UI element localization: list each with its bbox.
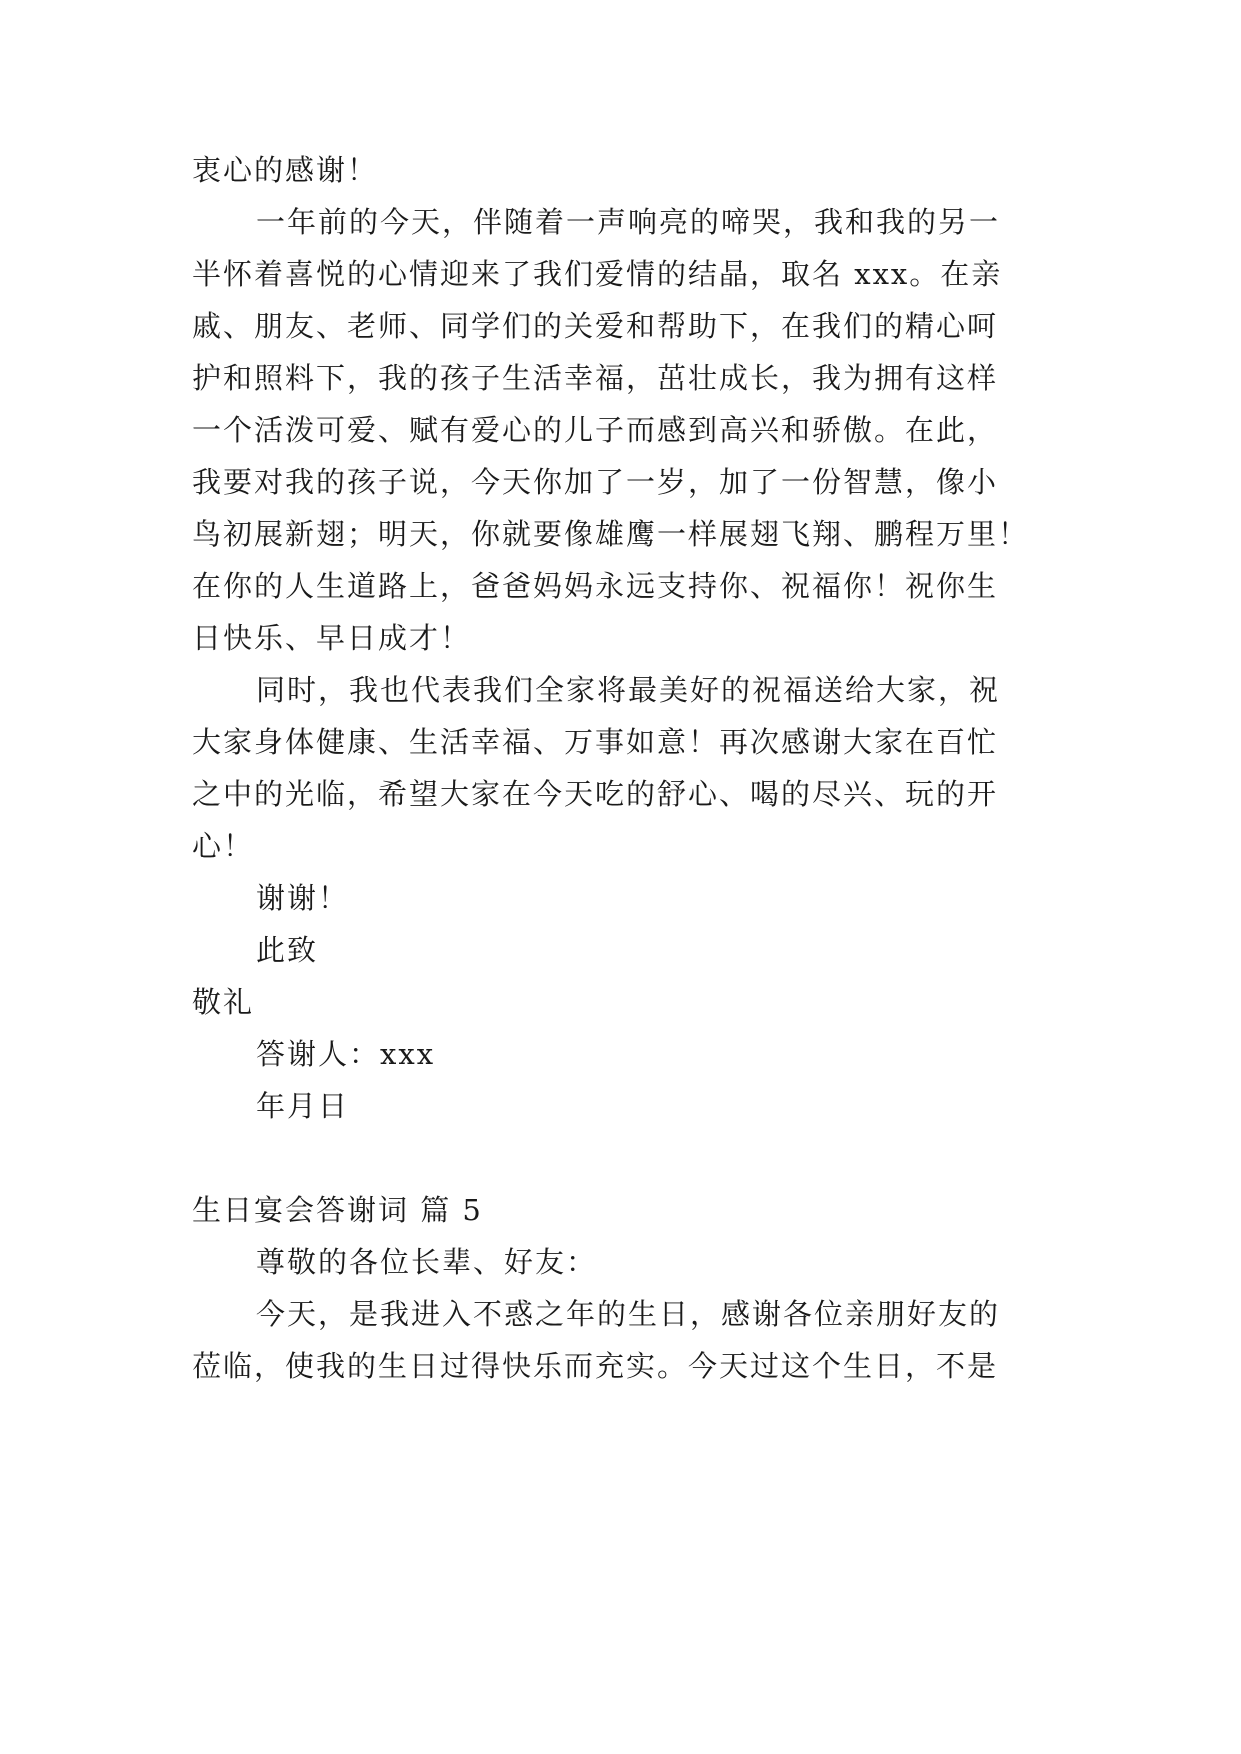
paragraph-start: 今天，是我进入不惑之年的生日，感谢各位亲朋好友的 — [256, 1297, 1001, 1331]
paragraph-start: 一年前的今天，伴随着一声响亮的啼哭，我和我的另一 — [256, 205, 1001, 239]
text-line: 在你的人生道路上，爸爸妈妈永远支持你、祝福你！祝你生 — [192, 569, 999, 603]
text-line: 衷心的感谢！ — [192, 153, 379, 187]
text-line: 半怀着喜悦的心情迎来了我们爱情的结晶，取名 xxx。在亲 — [192, 257, 1003, 291]
text-line: 一个活泼可爱、赋有爱心的儿子而感到高兴和骄傲。在此， — [192, 413, 999, 447]
text-line: 我要对我的孩子说，今天你加了一岁，加了一份智慧，像小 — [192, 465, 999, 499]
text-line: 之中的光临，希望大家在今天吃的舒心、喝的尽兴、玩的开 — [192, 777, 999, 811]
thanks-line: 谢谢！ — [256, 881, 350, 915]
text-line: 日快乐、早日成才！ — [192, 621, 472, 655]
text-line: 心！ — [192, 829, 255, 863]
section-heading: 生日宴会答谢词 篇 5 — [192, 1193, 483, 1227]
signature-line: 答谢人：xxx — [256, 1037, 436, 1071]
greeting-line: 尊敬的各位长辈、好友： — [256, 1245, 598, 1279]
closing-line: 此致 — [256, 933, 319, 967]
paragraph-start: 同时，我也代表我们全家将最美好的祝福送给大家，祝 — [256, 673, 1001, 707]
text-line: 鸟初展新翅；明天，你就要像雄鹰一样展翅飞翔、鹏程万里！ — [192, 517, 1030, 551]
text-line: 莅临，使我的生日过得快乐而充实。今天过这个生日，不是 — [192, 1349, 999, 1383]
date-line: 年月日 — [256, 1089, 350, 1123]
text-line: 大家身体健康、生活幸福、万事如意！再次感谢大家在百忙 — [192, 725, 999, 759]
text-line: 戚、朋友、老师、同学们的关爱和帮助下，在我们的精心呵 — [192, 309, 999, 343]
text-line: 护和照料下，我的孩子生活幸福，茁壮成长，我为拥有这样 — [192, 361, 999, 395]
salutation-line: 敬礼 — [192, 985, 255, 1019]
